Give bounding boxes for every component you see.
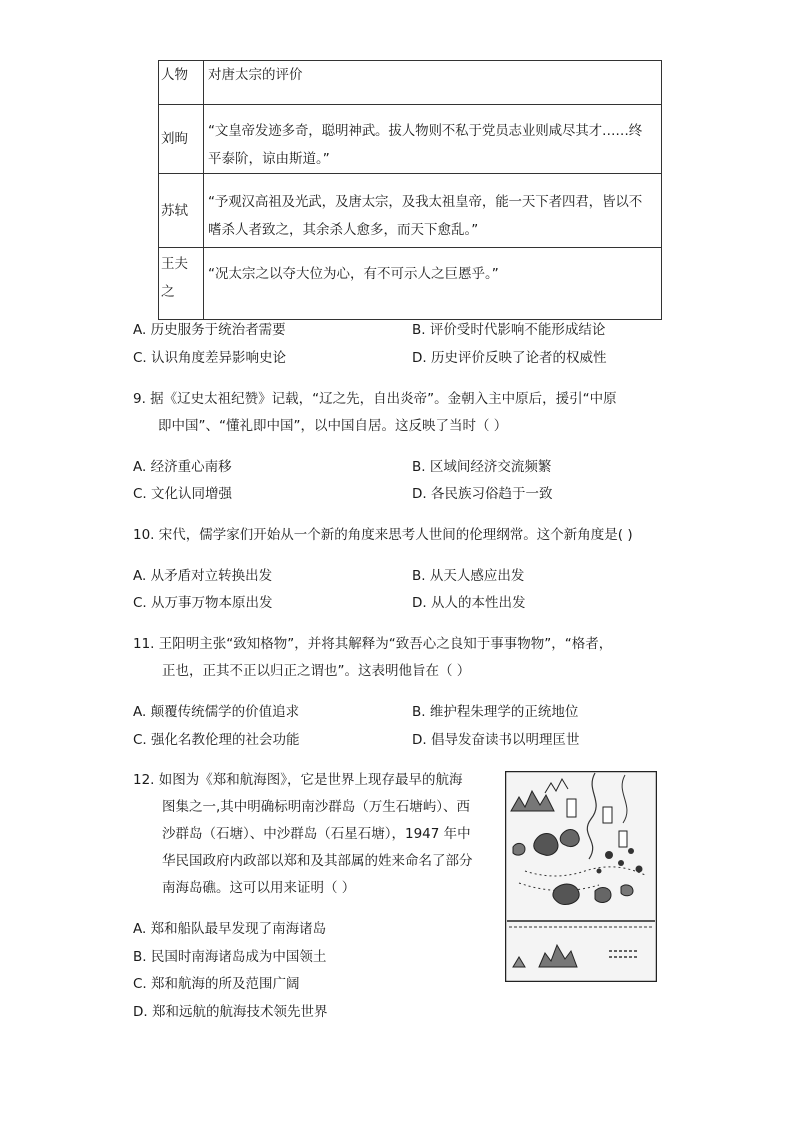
q9-stem-line1: 9. 据《辽史太祖纪赞》记载，“辽之先，自出炎帝”。金朝入主中原后，援引“中原 <box>133 391 617 407</box>
evaluation-line: 嗜杀人者致之，其余杀人愈多，而天下愈乱。” <box>208 222 479 238</box>
q10-option-c: C. 从万事万物本原出发 <box>133 595 273 611</box>
q12-option-d: D. 郑和远航的航海技术领先世界 <box>133 1004 328 1020</box>
map-illustration <box>505 771 657 982</box>
q12-stem-line1: 12. 如图为《郑和航海图》，它是世界上现存最早的航海 <box>133 772 463 788</box>
q10-option-d: D. 从人的本性出发 <box>412 595 526 611</box>
q8-option-c: C. 认识角度差异影响史论 <box>133 350 287 366</box>
zheng-he-map-image <box>505 771 657 982</box>
q10-option-a: A. 从矛盾对立转换出发 <box>133 568 273 584</box>
q9-option-b: B. 区域间经济交流频繁 <box>412 459 552 475</box>
row-person: 刘昫 <box>159 105 204 174</box>
q10-option-b: B. 从天人感应出发 <box>412 568 525 584</box>
person-line: 之 <box>161 284 175 300</box>
row-person: 苏轼 <box>159 174 204 248</box>
row-evaluation <box>204 174 662 248</box>
q8-option-d: D. 历史评价反映了论者的权威性 <box>412 350 607 366</box>
header-person: 人物 <box>159 61 204 105</box>
row-evaluation <box>204 105 662 174</box>
table-row <box>159 174 662 248</box>
q8-option-b: B. 评价受时代影响不能形成结论 <box>412 322 606 338</box>
q9-option-d: D. 各民族习俗趋于一致 <box>412 486 553 502</box>
q11-option-d: D. 倡导发奋读书以明理匡世 <box>412 732 580 748</box>
q12-stem-line5: 南海岛礁。这可以用来证明（ ） <box>162 880 356 896</box>
q11-stem-line2: 正也，正其不正以归正之谓也”。这表明他旨在（ ） <box>162 663 471 679</box>
q10-stem-line1: 10. 宋代，儒学家们开始从一个新的角度来思考人世间的伦理纲常。这个新角度是( ) <box>133 527 633 543</box>
q9-option-a: A. 经济重心南移 <box>133 459 232 475</box>
row-evaluation <box>204 248 662 320</box>
evaluation-line: “予观汉高祖及光武，及唐太宗，及我太祖皇帝，能一天下者四君，皆以不 <box>208 194 643 210</box>
q12-option-b: B. 民国时南海诸岛成为中国领土 <box>133 949 327 965</box>
q11-option-b: B. 维护程朱理学的正统地位 <box>412 704 579 720</box>
q9-option-c: C. 文化认同增强 <box>133 486 233 502</box>
q12-stem-line4: 华民国政府内政部以郑和及其部属的姓来命名了部分 <box>162 853 473 869</box>
header-evaluation: 对唐太宗的评价 <box>204 61 662 105</box>
person-line: 王夫 <box>161 256 188 272</box>
table-row <box>159 105 662 174</box>
table-row <box>159 248 662 320</box>
evaluation-line: “文皇帝发迹多奇，聪明神武。拔人物则不私于党员志业则咸尽其才……终 <box>208 123 643 139</box>
q12-option-a: A. 郑和船队最早发现了南海诸岛 <box>133 921 327 937</box>
row-person <box>159 248 204 320</box>
q11-stem-line1: 11. 王阳明主张“致知格物”，并将其解释为“致吾心之良知于事事物物”，“格者， <box>133 636 613 652</box>
q8-option-a: A. 历史服务于统治者需要 <box>133 322 286 338</box>
evaluation-line: “况太宗之以夺大位为心，有不可示人之巨慝乎。” <box>208 266 499 282</box>
evaluation-line: 平泰阶，谅由斯道。” <box>208 151 330 167</box>
q12-stem-line2: 图集之一,其中明确标明南沙群岛（万生石塘屿）、西 <box>162 799 471 815</box>
q9-stem-line2: 即中国”、“懂礼即中国”，以中国自居。这反映了当时（ ） <box>158 418 508 434</box>
q12-stem-line3: 沙群岛（石塘）、中沙群岛（石星石塘），1947 年中 <box>162 826 471 842</box>
q11-option-c: C. 强化名教伦理的社会功能 <box>133 732 300 748</box>
q12-option-c: C. 郑和航海的所及范围广阔 <box>133 976 300 992</box>
evaluation-table <box>158 60 662 320</box>
table-header-row <box>159 61 662 105</box>
q11-option-a: A. 颠覆传统儒学的价值追求 <box>133 704 300 720</box>
